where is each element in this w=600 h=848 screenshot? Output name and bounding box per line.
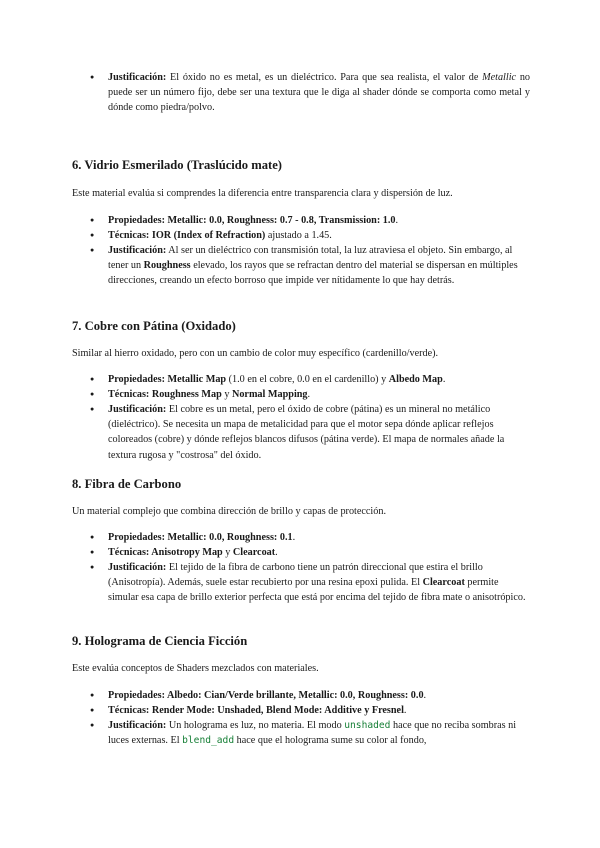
item-term: Normal Mapping (231, 389, 308, 400)
item-term: Clearcoat (232, 547, 276, 558)
item-term: Roughness (143, 260, 191, 272)
item-text: ajustado a 1.45. (265, 230, 332, 241)
item-label: Justificación: (108, 404, 167, 415)
item-term: Anisotropy Map (149, 547, 223, 558)
item-text: hace que el holograma sume su color al fondo, (234, 735, 427, 747)
list-item-justification (108, 560, 530, 606)
item-text: El óxido no es metal, es un dieléctrico. Para que sea realista, el valor de (166, 72, 483, 83)
item-label: Propiedades: (108, 690, 165, 701)
item-term: Roughness Map (149, 389, 222, 400)
item-label: Técnicas: (108, 705, 150, 716)
list-item-justification (108, 243, 530, 289)
item-label: Propiedades: (108, 215, 165, 226)
item-value: Metallic: 0.0, Roughness: 0.7 - 0.8, Transmission: 1.0 (164, 215, 396, 226)
item-label: Justificación: (108, 72, 167, 83)
section-intro-6: Este material evalúa si comprendes la diferencia entre transparencia clara y dispersión de luz. (72, 188, 453, 199)
item-text: (1.0 en el cobre, 0.0 en el cardenillo) y (226, 374, 389, 385)
item-text: Al ser un dieléctrico con transmisión total, la luz atraviesa el objeto. Sin embargo, al tener un (108, 245, 513, 272)
list-item-justification (108, 718, 530, 748)
item-label: Justificación: (108, 720, 167, 731)
section-title-7: 7. Cobre con Pátina (Oxidado) (72, 319, 236, 333)
item-text: Un holograma es luz, no materia. El modo (166, 720, 345, 731)
item-text: elevado, los rayos que se refractan dentro del material se dispersan en múltiples direcciones, creando un efecto borroso que impide ver nítidamente lo que hay detrás. (108, 260, 518, 287)
inline-code: unshaded (344, 720, 391, 731)
item-label: Justificación: (108, 245, 167, 256)
item-label: Justificación: (108, 562, 167, 573)
item-text: no puede ser un número fijo, debe ser una textura que le diga al shader dónde se comporta como metal y dónde como piedra/polvo. (108, 72, 531, 114)
item-value: IOR (Index of Refraction) (149, 230, 266, 241)
section-title-6: 6. Vidrio Esmerilado (Traslúcido mate) (72, 158, 282, 172)
list-item-properties: ● Propiedades: Albedo: Cian/Verde brillante, Metallic: 0.0, Roughness: 0.0. (108, 688, 530, 703)
list-item-justification (108, 70, 530, 116)
item-text: permite simular esa capa de brillo exterior perfecta que está por encima del tejido de fibra mate o anisotrópico. (108, 577, 526, 604)
section-intro-7: Similar al hierro oxidado, pero con un cambio de color muy específico (cardenillo/verde). (72, 348, 439, 359)
list-item-justification (108, 402, 530, 463)
list-item-properties: ● Propiedades: Metallic Map (1.0 en el cobre, 0.0 en el cardenillo) y Albedo Map. (108, 372, 530, 387)
item-value: Metallic: 0.0, Roughness: 0.1 (164, 532, 293, 543)
section-title-9: 9. Holograma de Ciencia Ficción (72, 634, 248, 648)
item-italic-term: Metallic (482, 72, 517, 83)
list-item-properties: ● Propiedades: Metallic: 0.0, Roughness: 0.1. (108, 530, 530, 545)
item-text: y (222, 547, 233, 558)
item-text: hace que no reciba sombras ni luces externas. El (108, 720, 517, 747)
item-label: Técnicas: (108, 389, 150, 400)
list-item-properties: ● Propiedades: Metallic: 0.0, Roughness: 0.7 - 0.8, Transmission: 1.0. (108, 213, 530, 228)
item-label: Técnicas: (108, 547, 150, 558)
section-title-8: 8. Fibra de Carbono (72, 477, 182, 491)
item-text: El tejido de la fibra de carbono tiene un patrón direccional que estira el brillo (Anisotropía). Además, suele estar recubierto por una resina epoxi pulida. El (108, 562, 483, 589)
item-value: Render Mode: Unshaded, Blend Mode: Additive y Fresnel (149, 705, 404, 716)
section-intro-8: Un material complejo que combina dirección de brillo y capas de protección. (72, 506, 386, 517)
item-label: Técnicas: (108, 230, 150, 241)
list-item-techniques: ● Técnicas: Render Mode: Unshaded, Blend Mode: Additive y Fresnel. (108, 703, 530, 718)
item-term: Albedo Map (388, 374, 443, 385)
item-term: Clearcoat (422, 577, 465, 589)
item-label: Propiedades: (108, 532, 165, 543)
item-text: El cobre es un metal, pero el óxido de cobre (pátina) es un mineral no metálico (dieléctrico). Se necesita un mapa de metalicidad para que el motor sepa dónde aplicar reflejos coloreados (cobre) y dónde reflejos blancos difusos (pátina verde). El mapa de normales añade la textura rugosa y "costrosa" del óxido. (108, 404, 505, 461)
list-item-techniques (108, 228, 530, 243)
section-intro-9: Este evalúa conceptos de Shaders mezclados con materiales. (72, 663, 319, 674)
item-text: y (221, 389, 232, 400)
list-item-techniques: ● Técnicas: Anisotropy Map y Clearcoat. (108, 545, 530, 560)
item-value: Albedo: Cian/Verde brillante, Metallic: 0.0, Roughness: 0.0 (164, 690, 424, 701)
item-term: Metallic Map (164, 374, 227, 385)
list-item-techniques: ● Técnicas: Roughness Map y Normal Mapping. (108, 387, 530, 402)
item-label: Propiedades: (108, 374, 165, 385)
inline-code: blend_add (182, 735, 235, 747)
